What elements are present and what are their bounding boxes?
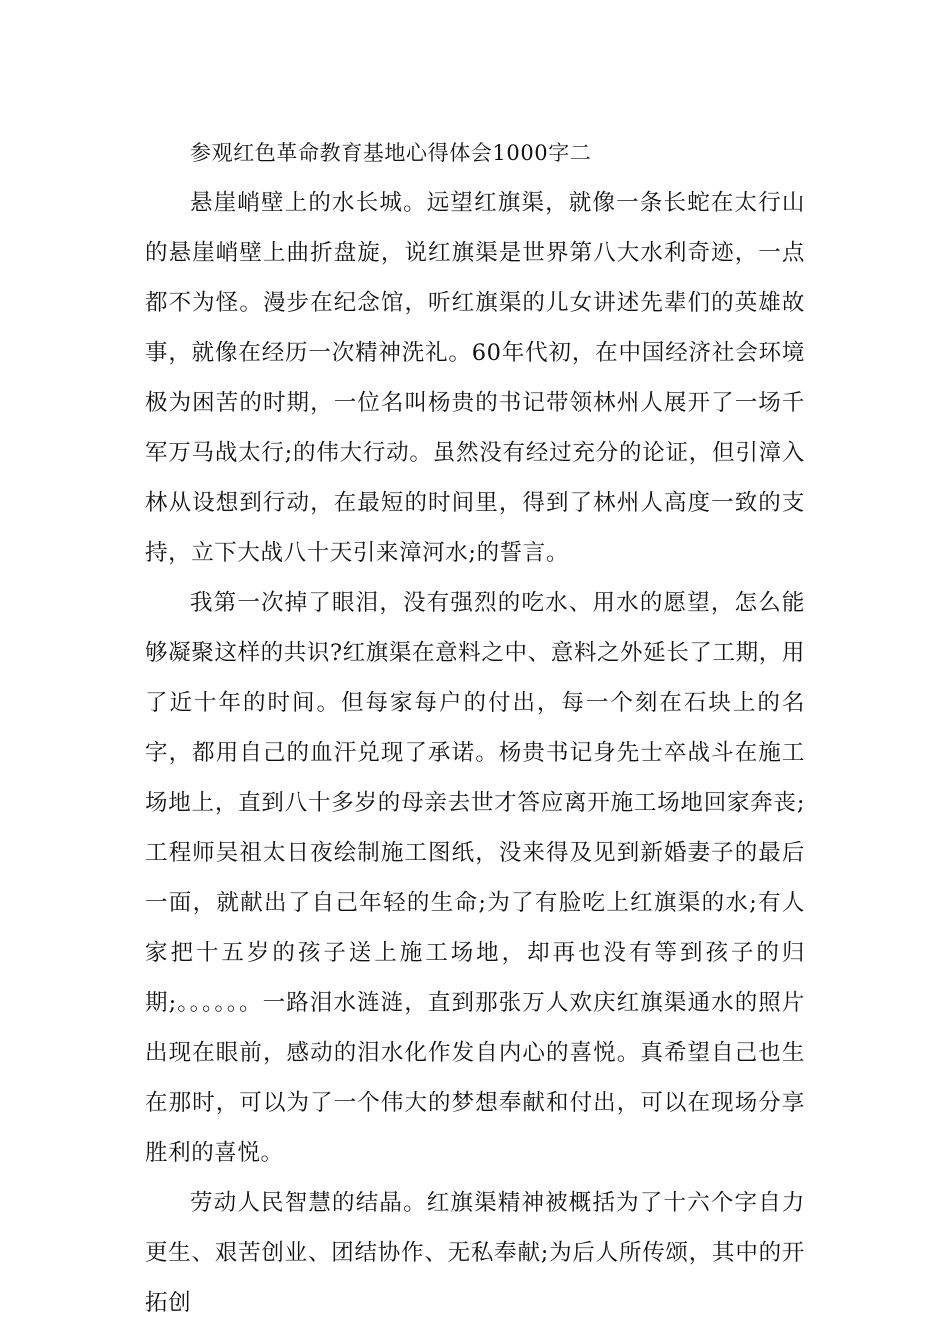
paragraph-1: 悬崖峭壁上的水长城。远望红旗渠，就像一条长蛇在太行山的悬崖峭壁上曲折盘旋，说红旗渠是世界第八大水利奇迹，一点都不为怪。漫步在纪念馆，听红旗渠的儿女讲述先辈们的英雄故事，就像在经历一次精神洗礼。60年代初，在中国经济社会环境极为困苦的时期，一位名叫杨贵的书记带领林州人展开了一场千军万马战太行;的伟大行动。虽然没有经过充分的论证，但引漳入林从设想到行动，在最短的时间里，得到了林州人高度一致的支持，立下大战八十天引来漳河水;的誓言。 [145, 190, 805, 566]
document-title: 参观红色革命教育基地心得体会1000字二 [190, 141, 592, 165]
paragraph-2: 我第一次掉了眼泪，没有强烈的吃水、用水的愿望，怎么能够凝聚这样的共识?红旗渠在意料之中、意料之外延长了工期，用了近十年的时间。但每家每户的付出，每一个刻在石块上的名字，都用自己的血汗兑现了承诺。杨贵书记身先士卒战斗在施工场地上，直到八十多岁的母亲去世才答应离开施工场地回家奔丧;工程师吴祖太日夜绘制施工图纸，没来得及见到新婚妻子的最后一面，就献出了自己年轻的生命;为了有脸吃上红旗渠的水;有人家把十五岁的孩子送上施工场地，却再也没有等到孩子的归期;。。。。。。一路泪水涟涟，直到那张万人欢庆红旗渠通水的照片出现在眼前，感动的泪水化作发自内心的喜悦。真希望自己也生在那时，可以为了一个伟大的梦想奉献和付出，可以在现场分享胜利的喜悦。 [145, 590, 805, 1166]
document-body [145, 128, 805, 1328]
paragraph-3: 劳动人民智慧的结晶。红旗渠精神被概括为了十六个字自力更生、艰苦创业、团结协作、无私奉献;为后人所传颂，其中的开拓创 [145, 1190, 805, 1316]
